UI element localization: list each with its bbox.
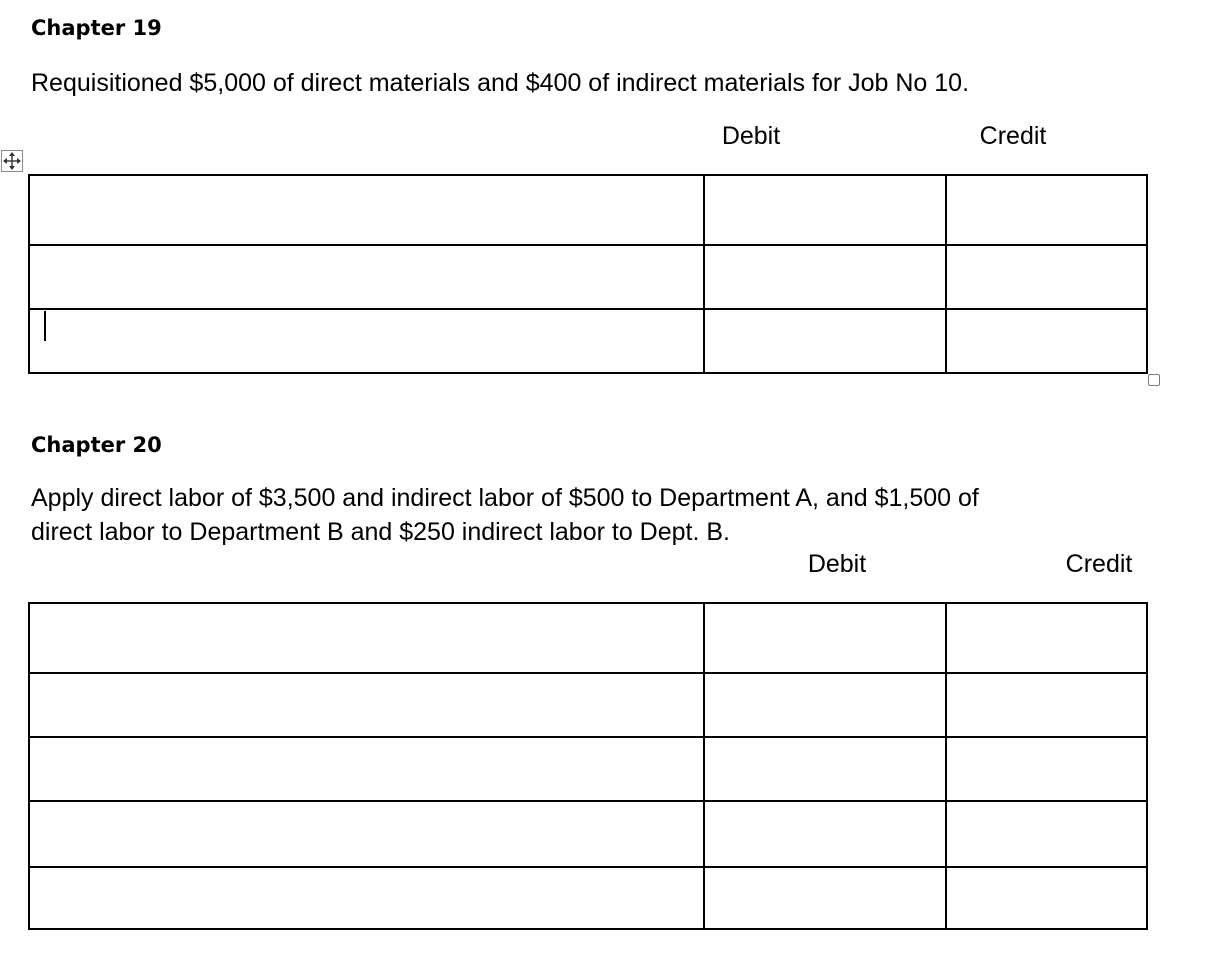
account-cell[interactable]	[29, 867, 704, 929]
account-cell[interactable]	[29, 245, 704, 309]
account-cell[interactable]	[29, 737, 704, 801]
account-cell[interactable]	[29, 603, 704, 673]
table-row	[29, 175, 1147, 245]
table-move-icon[interactable]	[1, 150, 23, 172]
chapter-20-journal-table	[28, 602, 1148, 930]
chapter-19-debit-label: Debit	[721, 122, 781, 150]
debit-cell[interactable]	[704, 867, 945, 929]
chapter-20-prompt-line-1: Apply direct labor of $3,500 and indirect labor of $500 to Department A, and $1,500 of	[31, 484, 979, 512]
resize-handle-icon[interactable]	[1148, 374, 1160, 386]
credit-cell[interactable]	[946, 309, 1147, 373]
debit-cell[interactable]	[704, 673, 945, 737]
table-row	[29, 603, 1147, 673]
debit-cell[interactable]	[704, 309, 945, 373]
account-cell[interactable]	[29, 309, 704, 373]
text-cursor	[44, 311, 46, 341]
debit-cell[interactable]	[704, 801, 945, 867]
table-row	[29, 673, 1147, 737]
debit-cell[interactable]	[704, 175, 945, 245]
chapter-20-heading: Chapter 20	[31, 433, 162, 457]
chapter-20-prompt-line-2: direct labor to Department B and $250 indirect labor to Dept. B.	[31, 518, 730, 546]
chapter-19-credit-label: Credit	[979, 122, 1047, 150]
credit-cell[interactable]	[946, 737, 1147, 801]
credit-cell[interactable]	[946, 603, 1147, 673]
credit-cell[interactable]	[946, 673, 1147, 737]
table-row	[29, 801, 1147, 867]
table-row	[29, 867, 1147, 929]
debit-cell[interactable]	[704, 737, 945, 801]
table-row	[29, 737, 1147, 801]
chapter-20-credit-label: Credit	[1065, 550, 1133, 578]
chapter-19-prompt: Requisitioned $5,000 of direct materials and $400 of indirect materials for Job No 10.	[31, 69, 970, 97]
chapter-19-journal-table	[28, 174, 1148, 374]
credit-cell[interactable]	[946, 801, 1147, 867]
chapter-19-heading: Chapter 19	[31, 16, 162, 40]
chapter-20-debit-label: Debit	[807, 550, 867, 578]
table-row	[29, 309, 1147, 373]
table-row	[29, 245, 1147, 309]
debit-cell[interactable]	[704, 603, 945, 673]
account-cell[interactable]	[29, 673, 704, 737]
credit-cell[interactable]	[946, 175, 1147, 245]
account-cell[interactable]	[29, 801, 704, 867]
account-cell[interactable]	[29, 175, 704, 245]
credit-cell[interactable]	[946, 245, 1147, 309]
move-arrows-icon	[2, 151, 22, 171]
debit-cell[interactable]	[704, 245, 945, 309]
credit-cell[interactable]	[946, 867, 1147, 929]
